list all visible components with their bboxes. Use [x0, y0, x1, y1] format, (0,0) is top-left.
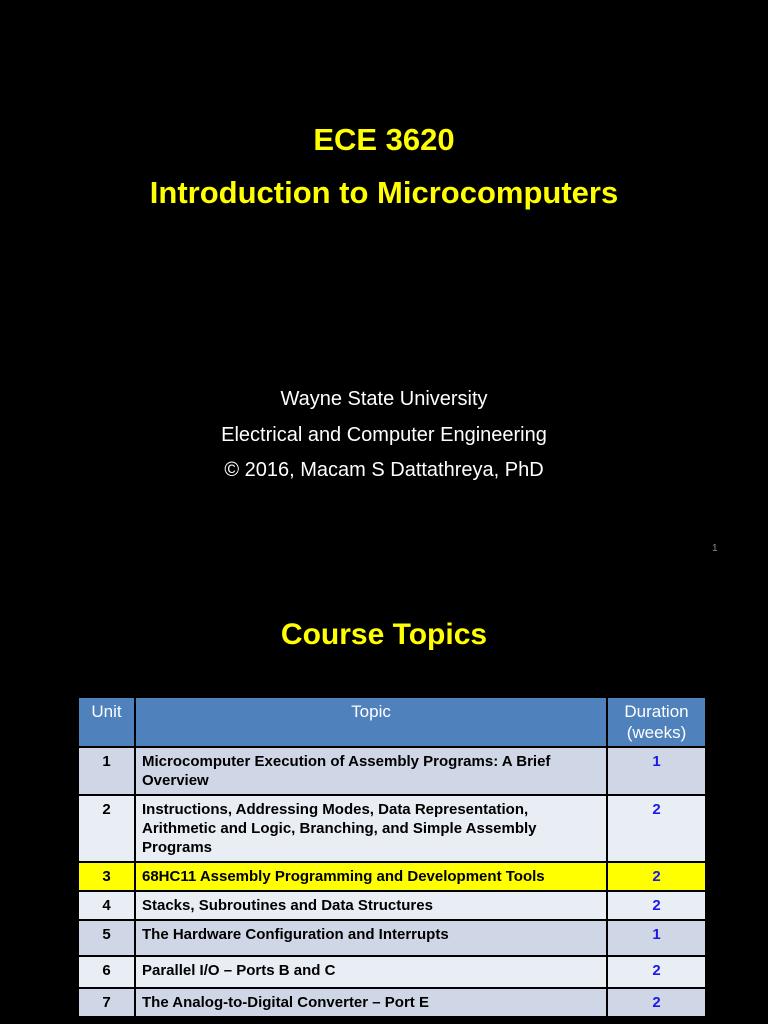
unit-cell: 5	[78, 920, 135, 956]
unit-column-header: Unit	[78, 697, 135, 747]
duration-cell: 1	[607, 920, 706, 956]
university-name: Wayne State University	[280, 388, 488, 410]
topic-cell: Microcomputer Execution of Assembly Programs: A Brief Overview	[135, 747, 607, 795]
course-code-title: ECE 3620	[313, 122, 455, 157]
table-row	[78, 891, 706, 920]
department-name: Electrical and Computer Engineering	[221, 424, 547, 446]
course-topics-table	[77, 696, 707, 1018]
table-body	[78, 747, 706, 1017]
topic-cell: The Hardware Configuration and Interrupts	[135, 920, 607, 956]
duration-cell: 1	[607, 747, 706, 795]
unit-cell: 6	[78, 956, 135, 988]
table-row	[78, 988, 706, 1017]
duration-cell: 2	[607, 988, 706, 1017]
topic-cell: Instructions, Addressing Modes, Data Representation, Arithmetic and Logic, Branching, and Simple Assembly Programs	[135, 795, 607, 862]
duration-cell: 2	[607, 956, 706, 988]
table-row	[78, 747, 706, 795]
course-name-title: Introduction to Microcomputers	[149, 175, 619, 210]
unit-cell: 1	[78, 747, 135, 795]
course-topics-slide	[0, 576, 768, 1024]
copyright-author: © 2016, Macam S Dattathreya, PhD	[224, 459, 544, 481]
topic-cell: Stacks, Subroutines and Data Structures	[135, 891, 607, 920]
course-topics-title: Course Topics	[280, 618, 488, 651]
table-row	[78, 920, 706, 956]
unit-cell: 7	[78, 988, 135, 1017]
duration-cell: 2	[607, 862, 706, 891]
table-header-row	[78, 697, 706, 747]
topic-cell: Parallel I/O – Ports B and C	[135, 956, 607, 988]
duration-column-header: Duration (weeks)	[607, 697, 706, 747]
table-row	[78, 956, 706, 988]
topic-column-header: Topic	[135, 697, 607, 747]
table-row	[78, 795, 706, 862]
unit-cell: 3	[78, 862, 135, 891]
topic-cell: 68HC11 Assembly Programming and Development Tools	[135, 862, 607, 891]
topic-cell: The Analog-to-Digital Converter – Port E	[135, 988, 607, 1017]
table-row	[78, 862, 706, 891]
duration-cell: 2	[607, 891, 706, 920]
slide-number: 1	[712, 543, 718, 554]
unit-cell: 4	[78, 891, 135, 920]
unit-cell: 2	[78, 795, 135, 862]
duration-cell: 2	[607, 795, 706, 862]
